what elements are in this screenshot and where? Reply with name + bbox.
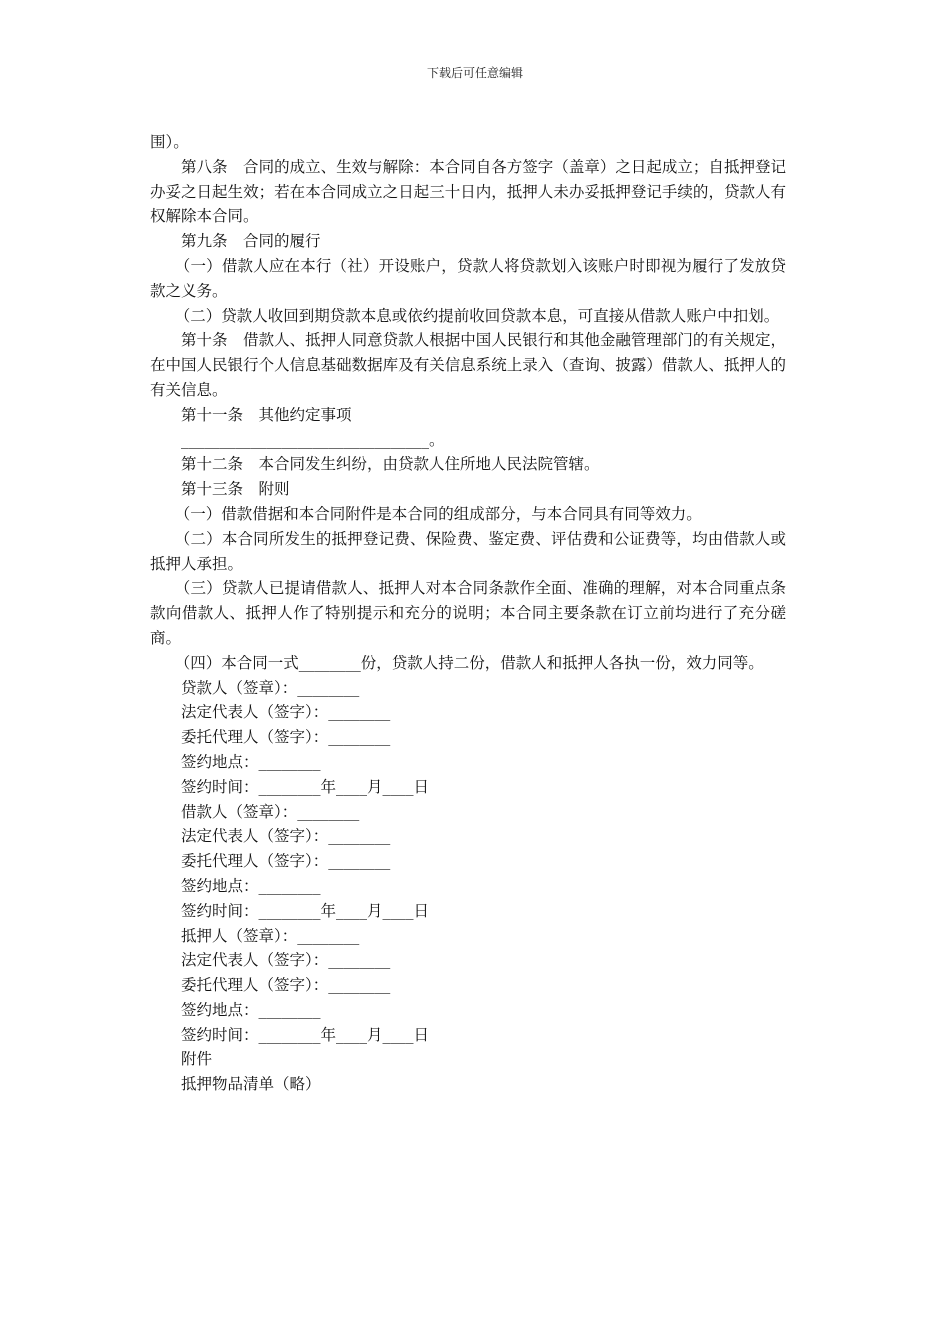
blank-line: ________________________________。 [181,430,445,449]
paragraph: 围）。 [150,133,189,151]
signature-line: 法定代表人（签字）：________ [181,827,391,846]
paragraph: 第十条 借款人、抵押人同意贷款人根据中国人民银行和其他金融管理部门的有关规定，在中国人民银行个人信息基础数据库及有关信息系统上录入（查询、披露）借款人、抵押人的有关信息。 [150,331,786,399]
signature-line: 法定代表人（签字）：________ [181,703,391,722]
document-body [150,130,786,1097]
signature-line: 委托代理人（签字）：________ [181,852,391,871]
section-heading: 第九条 合同的履行 [181,232,321,251]
signature-line: 抵押人（签章）：________ [181,926,360,945]
page-header: 下载后可任意编辑 [426,66,523,80]
signature-line: 委托代理人（签字）：________ [181,976,391,995]
section-heading: 第十一条 其他约定事项 [181,405,352,424]
paragraph: 第十二条 本合同发生纠纷，由贷款人住所地人民法院管辖。 [181,455,600,474]
signature-line: 签约时间：________年____月____日 [181,901,430,920]
section-heading: 第十三条 附则 [181,480,290,499]
signature-line: 借款人（签章）：________ [181,802,360,821]
signature-line: 签约地点：________ [181,1000,321,1019]
attachment-item: 抵押物品清单（略） [181,1075,321,1094]
signature-line: 法定代表人（签字）：________ [181,951,391,970]
paragraph: （一）借款人应在本行（社）开设账户，贷款人将贷款划入该账户时即视为履行了发放贷款之义务。 [150,256,786,300]
attachment-heading: 附件 [181,1050,213,1069]
paragraph: 第八条 合同的成立、生效与解除：本合同自各方签字（盖章）之日起成立；自抵押登记办妥之日起生效；若在本合同成立之日起三十日内，抵押人未办妥抵押登记手续的，贷款人有权解除本合同。 [150,157,786,226]
signature-line: 委托代理人（签字）：________ [181,728,391,747]
signature-line: 贷款人（签章）：________ [181,678,360,697]
paragraph: （二）贷款人收回到期贷款本息或依约提前收回贷款本息，可直接从借款人账户中扣划。 [174,306,780,325]
signature-line: 签约地点：________ [181,876,321,895]
paragraph: （四）本合同一式________份，贷款人持二份，借款人和抵押人各执一份，效力同等。 [174,653,764,672]
paragraph: （一）借款借据和本合同附件是本合同的组成部分，与本合同具有同等效力。 [174,504,702,523]
signature-line: 签约时间：________年____月____日 [181,1025,430,1044]
paragraph: （二）本合同所发生的抵押登记费、保险费、鉴定费、评估费和公证费等，均由借款人或抵押人承担。 [150,529,786,573]
signature-line: 签约时间：________年____月____日 [181,777,430,796]
paragraph: （三）贷款人已提请借款人、抵押人对本合同条款作全面、准确的理解，对本合同重点条款向借款人、抵押人作了特别提示和充分的说明；本合同主要条款在订立前均进行了充分磋商。 [150,579,786,647]
signature-line: 签约地点：________ [181,752,321,771]
